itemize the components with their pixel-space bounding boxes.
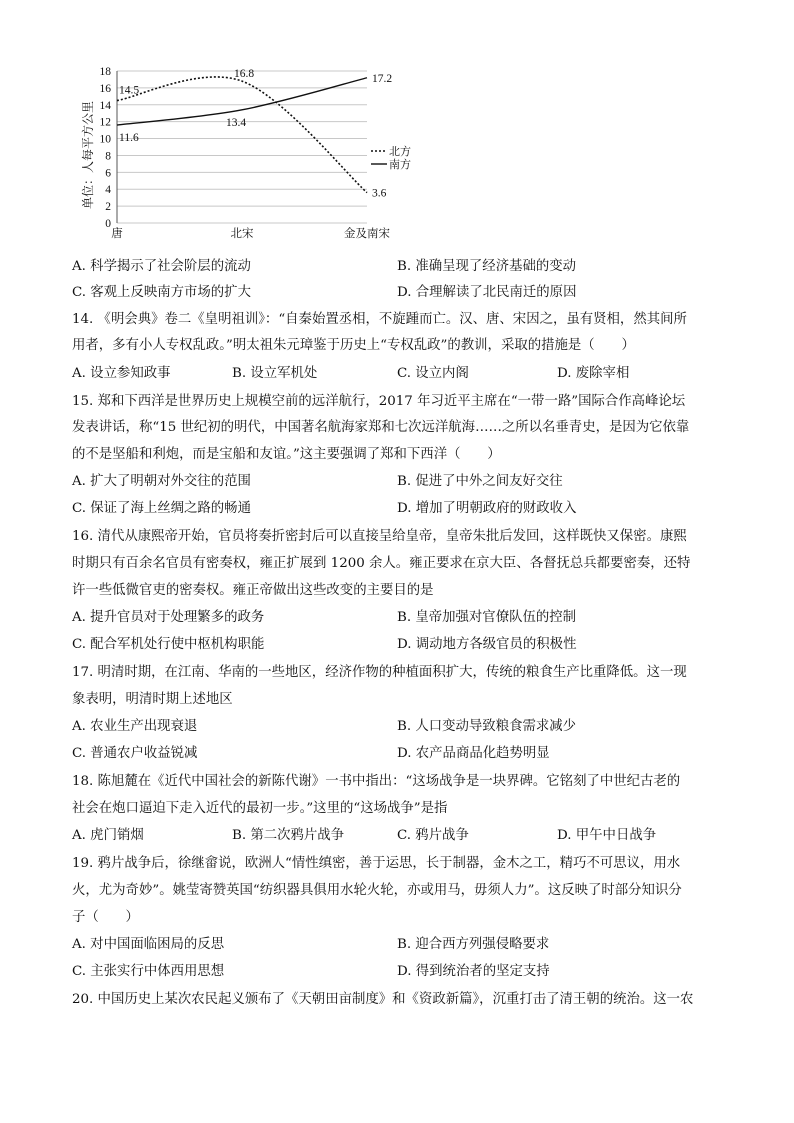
q16-stem-line: 时期只有百余名官员有密奏权，雍正扩展到 1200 余人。雍正要求在京大臣、各督抚总兵都要密奏，还特 xyxy=(72,556,691,571)
y-axis-ticks xyxy=(100,66,112,230)
chart-series xyxy=(117,77,367,193)
q13-option-b[interactable]: B. 准确呈现了经济基础的变动 xyxy=(397,259,577,274)
q16-stem-line: 16. 清代从康熙帝开始，官员将奏折密封后可以直接呈给皇帝，皇帝朱批后发回，这样既快又保密。康熙 xyxy=(72,529,687,544)
y-tick-label: 18 xyxy=(99,66,111,78)
data-label: 3.6 xyxy=(372,187,387,200)
q19-stem-line: 火，尤为奇妙”。姚莹寄赞英国“纺织器具俱用水轮火轮，亦或用马，毋须人力”。这反映了时部分知识分 xyxy=(72,883,682,898)
chart-legend xyxy=(371,144,411,171)
q16-option-d[interactable]: D. 调动地方各级官员的积极性 xyxy=(397,637,577,652)
q17-option-b[interactable]: B. 人口变动导致粮食需求减少 xyxy=(397,719,577,734)
q14-stem-line: 用者，多有小人专权乱政。”明太祖朱元璋鉴于历史上“专权乱政”的教训，采取的措施是（ ） xyxy=(72,338,635,353)
q19-option-d[interactable]: D. 得到统治者的坚定支持 xyxy=(397,964,550,979)
q19-option-a[interactable]: A. 对中国面临困局的反思 xyxy=(72,937,225,952)
q14-option-d[interactable]: D. 废除宰相 xyxy=(557,366,630,381)
q15-option-a[interactable]: A. 扩大了明朝对外交往的范围 xyxy=(72,474,251,489)
q18-option-b[interactable]: B. 第二次鸦片战争 xyxy=(232,828,345,843)
q14-option-c[interactable]: C. 设立内阁 xyxy=(397,366,469,381)
q18-stem-line: 社会在炮口逼迫下走入近代的最初一步。”这里的“这场战争”是指 xyxy=(72,801,448,816)
q16-option-b[interactable]: B. 皇帝加强对官僚队伍的控制 xyxy=(397,610,577,625)
population-density-chart xyxy=(80,55,420,250)
legend-label: 南方 xyxy=(389,159,411,171)
y-axis-label: 单位：人每平方公里 xyxy=(81,100,95,210)
q17-stem-line: 象表明，明清时期上述地区 xyxy=(72,692,233,707)
x-tick-label: 金及南宋 xyxy=(344,228,390,240)
data-label: 13.4 xyxy=(225,116,247,129)
y-tick-label: 8 xyxy=(105,150,111,163)
q14-stem-line: 14. 《明会典》卷二《皇明祖训》：“自秦始置丞相，不旋踵而亡。汉、唐、宋因之，虽有贤相，然其间所 xyxy=(72,312,687,327)
q15-stem-line: 15. 郑和下西洋是世界历史上规模空前的远洋航行，2017 年习近平主席在“一带一路”国际合作高峰论坛 xyxy=(72,394,686,409)
chart-grid xyxy=(117,71,367,223)
x-tick-label: 唐 xyxy=(111,228,123,240)
data-label: 17.2 xyxy=(372,72,393,85)
q16-stem-line: 许一些低微官吏的密奏权。雍正帝做出这些改变的主要目的是 xyxy=(72,583,434,598)
y-tick-label: 14 xyxy=(99,99,111,112)
q19-stem-line: 19. 鸦片战争后，徐继畲说，欧洲人“情性缜密，善于运思，长于制器，金木之工，精巧不可思议，用水 xyxy=(72,856,681,871)
y-tick-label: 6 xyxy=(105,167,111,180)
q13-option-a[interactable]: A. 科学揭示了社会阶层的流动 xyxy=(72,259,251,274)
q17-option-c[interactable]: C. 普通农户收益锐减 xyxy=(72,746,198,761)
q14-option-b[interactable]: B. 设立军机处 xyxy=(232,366,318,381)
q19-stem-line: 子（ ） xyxy=(72,910,139,925)
q19-option-c[interactable]: C. 主张实行中体西用思想 xyxy=(72,964,225,979)
q14-option-a[interactable]: A. 设立参知政事 xyxy=(72,366,171,381)
q18-option-a[interactable]: A. 虎门销烟 xyxy=(72,828,144,843)
series-line-north xyxy=(117,77,367,193)
data-label: 11.6 xyxy=(119,132,139,145)
q16-option-a[interactable]: A. 提升官员对于处理繁多的政务 xyxy=(72,610,265,625)
q15-stem-line: 的不是坚船和利炮，而是宝船和友谊。”这主要强调了郑和下西洋（ ） xyxy=(72,447,501,462)
q16-option-c[interactable]: C. 配合军机处行使中枢机构职能 xyxy=(72,637,265,652)
y-tick-label: 4 xyxy=(105,184,111,197)
data-label: 14.5 xyxy=(119,84,140,97)
q20-stem-line: 20. 中国历史上某次农民起义颁布了《天朝田亩制度》和《资政新篇》，沉重打击了清王朝的统治。这一农 xyxy=(72,992,694,1007)
y-tick-label: 12 xyxy=(99,116,111,129)
y-tick-label: 2 xyxy=(105,201,111,214)
q15-stem-line: 发表讲话，称“15 世纪初的明代，中国著名航海家郑和七次远洋航海……之所以名垂青史，是因为它依靠 xyxy=(72,420,690,435)
x-axis-ticks xyxy=(111,226,390,240)
q18-option-c[interactable]: C. 鸦片战争 xyxy=(397,828,469,843)
y-tick-label: 10 xyxy=(99,133,111,146)
q19-option-b[interactable]: B. 迎合西方列强侵略要求 xyxy=(397,937,550,952)
q15-option-c[interactable]: C. 保证了海上丝绸之路的畅通 xyxy=(72,501,251,516)
y-tick-label: 0 xyxy=(105,218,111,230)
q17-stem-line: 17. 明清时期，在江南、华南的一些地区，经济作物的种植面积扩大，传统的粮食生产比重降低。这一现 xyxy=(72,665,687,680)
q15-option-b[interactable]: B. 促进了中外之间友好交往 xyxy=(397,474,563,489)
q13-option-c[interactable]: C. 客观上反映南方市场的扩大 xyxy=(72,285,251,300)
q17-option-a[interactable]: A. 农业生产出现衰退 xyxy=(72,719,198,734)
legend-label: 北方 xyxy=(389,146,411,158)
y-tick-label: 16 xyxy=(99,82,111,95)
q18-option-d[interactable]: D. 甲午中日战争 xyxy=(557,828,657,843)
q15-option-d[interactable]: D. 增加了明朝政府的财政收入 xyxy=(397,501,577,516)
q18-stem-line: 18. 陈旭麓在《近代中国社会的新陈代谢》一书中指出：“这场战争是一块界碑。它铭刻了中世纪古老的 xyxy=(72,774,681,789)
q13-option-d[interactable]: D. 合理解读了北民南迁的原因 xyxy=(397,285,577,300)
q17-option-d[interactable]: D. 农产品商品化趋势明显 xyxy=(397,746,550,761)
x-tick-label: 北宋 xyxy=(230,228,254,240)
data-label: 16.8 xyxy=(233,68,255,81)
